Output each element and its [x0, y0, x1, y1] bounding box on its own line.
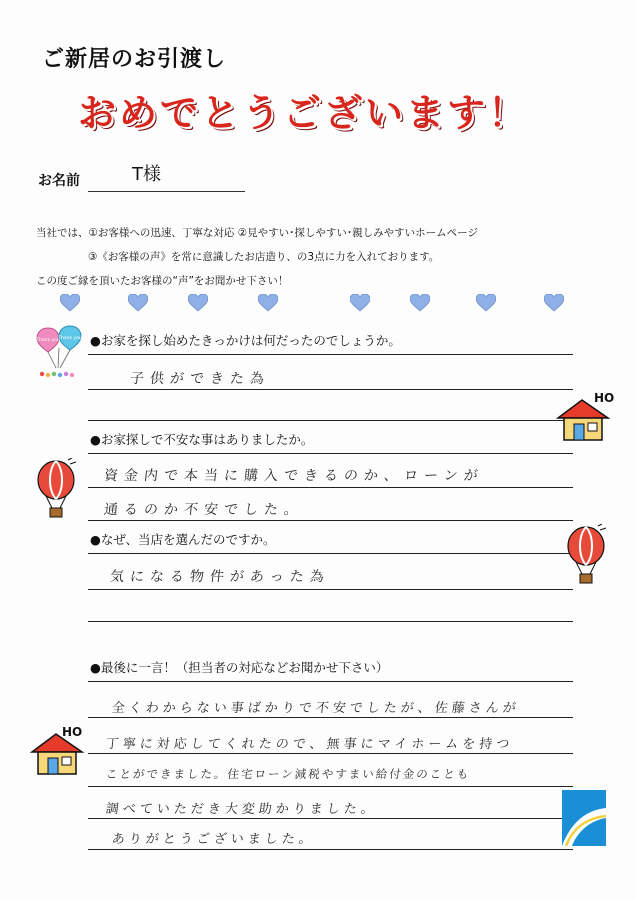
- answer-4-line-4: 調べていただき大変助かりました。: [105, 802, 379, 817]
- answer-4-line-1: 全くわからない事ばかりで不安でしたが、佐藤さんが: [111, 701, 521, 716]
- heart-icon: [410, 294, 430, 312]
- house-icon-2: [28, 722, 88, 778]
- intro-line-3: この度ご縁を頂いたお客様の“声”をお聞かせ下さい！: [36, 275, 289, 287]
- answer-1-line-1: 子供ができた為: [129, 371, 271, 387]
- hot-air-balloon-icon: [34, 458, 82, 520]
- heart-icon: [544, 294, 564, 312]
- company-logo-icon: [562, 790, 606, 846]
- heart-icon: [188, 294, 208, 312]
- answer-3-line-1: 気になる物件があった為: [109, 569, 331, 585]
- intro-line-2: ③《お客様の声》を常に意識したお店造り、の3点に力を入れております。: [88, 251, 440, 263]
- balloon-text: Thank you: [36, 338, 60, 343]
- question-1: ●お家を探し始めたきっかけは何だったのでしょうか。: [90, 333, 401, 348]
- hot-air-balloon-icon-2: [564, 524, 612, 586]
- answer-line: [88, 520, 573, 521]
- header-title: おめでとうございます！: [78, 91, 530, 135]
- question-4: ●最後に一言！（担当者の対応などお聞かせ下さい）: [90, 660, 389, 675]
- answer-2-line-1: 資金内で本当に購入できるのか、ローンが: [103, 468, 485, 484]
- answer-line: [88, 453, 573, 454]
- balloons-icon: [34, 324, 88, 382]
- intro-line-1: 当社では、①お客様への迅速、丁寧な対応 ②見やすい･探しやすい･親しみやすいホームページ: [36, 227, 478, 239]
- answer-line: [88, 389, 573, 390]
- answer-line: [88, 589, 573, 590]
- question-3: ●なぜ、当店を選んだのですか。: [90, 532, 276, 547]
- house-icon: [554, 388, 614, 444]
- answer-line: [88, 849, 573, 850]
- heart-icon: [350, 294, 370, 312]
- answer-4-line-2: 丁寧に対応してくれたので、無事にマイホームを持つ: [105, 737, 515, 752]
- answer-2-line-2: 通るのか不安でした。: [103, 502, 305, 518]
- house-label: HO: [594, 391, 614, 405]
- balloon-text-2: Thank you: [58, 336, 82, 341]
- answer-line: [88, 553, 573, 554]
- answer-line: [88, 621, 573, 622]
- answer-4-line-5: ありがとうございました。: [111, 832, 317, 847]
- answer-line: [88, 818, 573, 819]
- name-label: お名前: [38, 173, 80, 189]
- answer-line: [88, 420, 573, 421]
- answer-line: [88, 753, 573, 754]
- question-2: ●お家探しで不安な事はありましたか。: [90, 432, 314, 447]
- heart-icon: [128, 294, 148, 312]
- answer-line: [88, 786, 573, 787]
- name-underline: [88, 191, 245, 192]
- answer-4-line-3: ことができました。住宅ローン減税やすまい給付金のことも: [105, 767, 472, 781]
- name-value: T様: [132, 164, 161, 185]
- answer-line: [88, 354, 573, 355]
- heart-row: [60, 294, 560, 320]
- heart-icon: [476, 294, 496, 312]
- heart-icon: [258, 294, 278, 312]
- heart-icon: [60, 294, 80, 312]
- answer-line: [88, 487, 573, 488]
- answer-line: [88, 717, 573, 718]
- header-subtitle: ご新居のお引渡し: [42, 47, 227, 72]
- house-label-2: HO: [62, 725, 83, 739]
- answer-line: [88, 681, 573, 682]
